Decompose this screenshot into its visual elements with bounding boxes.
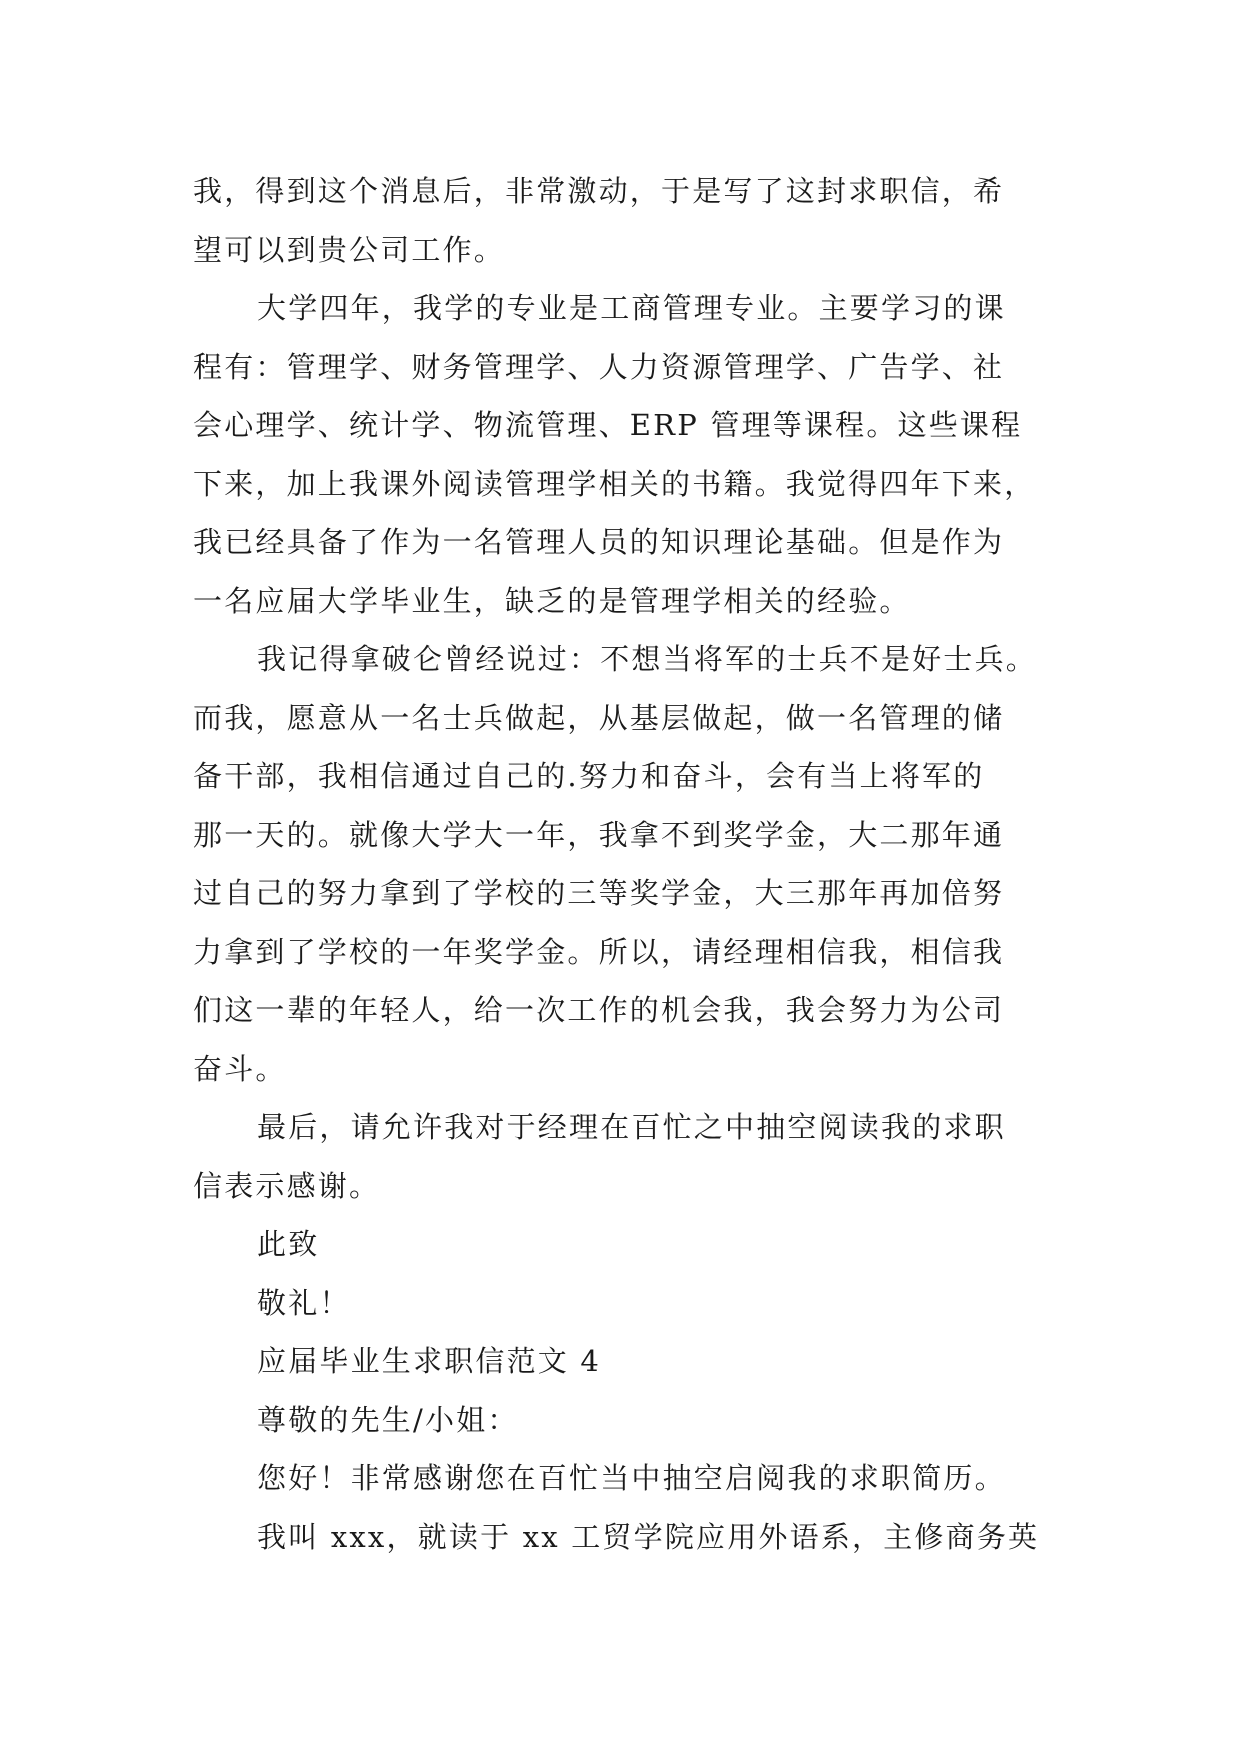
text-line: 过自己的努力拿到了学校的三等奖学金，大三那年再加倍努 (193, 876, 1005, 910)
text-line: 会心理学、统计学、物流管理、ERP 管理等课程。这些课程 (193, 408, 1023, 442)
text-line: 奋斗。 (193, 1051, 287, 1086)
text-line: 我，得到这个消息后，非常激动，于是写了这封求职信，希 (193, 174, 1005, 208)
text-line: 备干部，我相信通过自己的.努力和奋斗，会有当上将军的 (193, 759, 985, 793)
text-line: 我已经具备了作为一名管理人员的知识理论基础。但是作为 (193, 525, 1005, 559)
text-line: 程有：管理学、财务管理学、人力资源管理学、广告学、社 (193, 349, 1005, 384)
text-line: 望可以到贵公司工作。 (193, 232, 506, 267)
closing-regards: 敬礼！ (257, 1285, 351, 1320)
text-line: 信表示感谢。 (193, 1168, 381, 1203)
letter-body (193, 162, 1063, 1566)
text-line: 您好！非常感谢您在百忙当中抽空启阅我的求职简历。 (257, 1461, 1006, 1495)
greeting-line: 尊敬的先生/小姐： (257, 1402, 519, 1437)
text-line: 我记得拿破仑曾经说过：不想当将军的士兵不是好士兵。 (257, 642, 1038, 676)
text-line: 们这一辈的年轻人，给一次工作的机会我，我会努力为公司 (193, 993, 1005, 1027)
text-line: 一名应届大学毕业生，缺乏的是管理学相关的经验。 (193, 583, 911, 618)
text-line: 我叫 xxx，就读于 xx 工贸学院应用外语系，主修商务英 (257, 1519, 1040, 1554)
text-line: 下来，加上我课外阅读管理学相关的书籍。我觉得四年下来， (193, 466, 1036, 501)
section-heading: 应届毕业生求职信范文 4 (257, 1344, 602, 1378)
text-line: 大学四年，我学的专业是工商管理专业。主要学习的课 (257, 291, 1006, 325)
text-line: 力拿到了学校的一年奖学金。所以，请经理相信我，相信我 (193, 934, 1005, 969)
text-line: 而我，愿意从一名士兵做起，从基层做起，做一名管理的储 (193, 700, 1005, 735)
text-line: 那一天的。就像大学大一年，我拿不到奖学金，大二那年通 (193, 817, 1005, 852)
text-line: 最后，请允许我对于经理在百忙之中抽空阅读我的求职 (257, 1110, 1006, 1144)
closing-salutation: 此致 (257, 1227, 320, 1261)
